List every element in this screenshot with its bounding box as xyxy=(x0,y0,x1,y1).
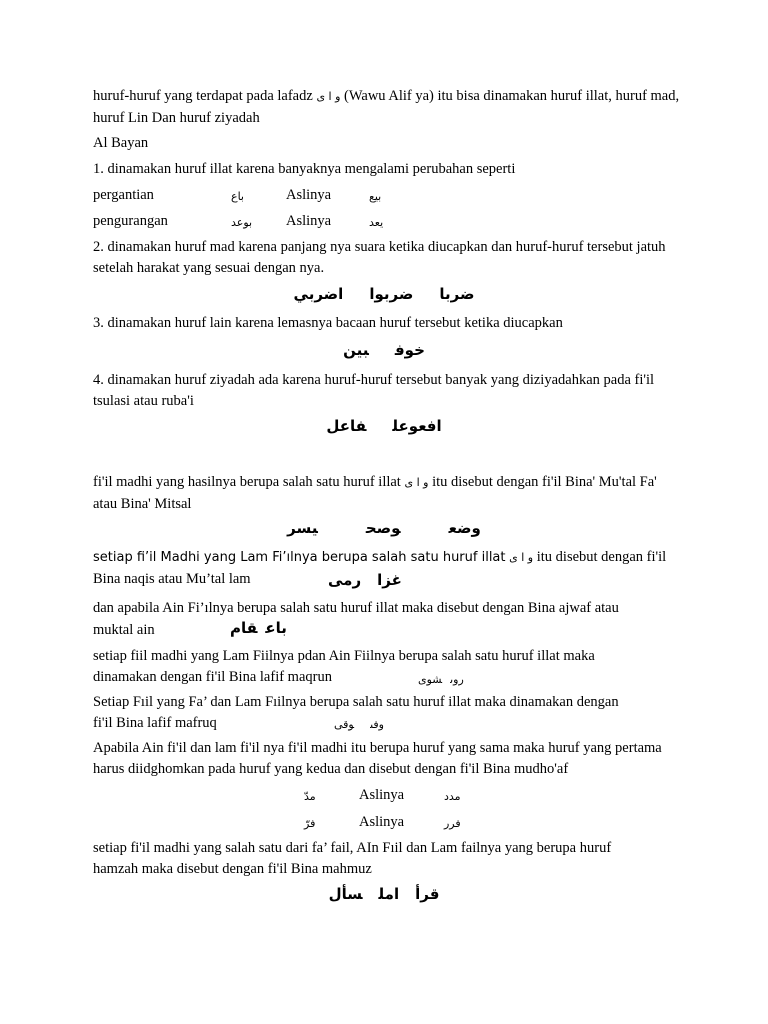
point-2-text: 2. dinamakan huruf mad karena panjang nya suara ketika diucapkan dan huruf-huruf tersebut jatuh setelah harakat yang sesuai dengan nya. xyxy=(93,239,666,276)
mitsal-examples xyxy=(0,518,768,539)
mitsal-text-before: fi'il madhi yang hasilnya berupa salah satu huruf illat xyxy=(93,474,401,490)
pengurangan-aslinya: Aslinya xyxy=(286,213,332,229)
example-word: امل xyxy=(378,885,400,903)
mudhoaf-row-2-word: فرّ xyxy=(304,817,316,830)
mafruq-line-2: fi'il Bina lafif mafruq xyxy=(93,715,217,731)
example-word: رمى xyxy=(328,571,362,589)
mitsal-paragraph xyxy=(93,472,683,514)
point-2-examples xyxy=(0,284,768,305)
mahmuz-line-2: hamzah maka disebut dengan fi'il Bina mahmuz xyxy=(93,861,372,877)
example-word: باع xyxy=(265,619,287,637)
pergantian-arabic-word: باع xyxy=(231,190,244,203)
point-1-text: 1. dinamakan huruf illat karena banyaknya mengalami perubahan seperti xyxy=(93,161,516,177)
mudhoaf-row-1-word: مدّ xyxy=(304,790,316,803)
mudhoaf-row-2-origin: فرر xyxy=(444,817,461,830)
pergantian-origin-word: بيع xyxy=(369,190,382,203)
point-3-text: 3. dinamakan huruf lain karena lemasnya bacaan huruf tersebut ketika diucapkan xyxy=(93,315,563,331)
point-4-examples xyxy=(0,416,768,437)
intro-arabic-letters: و ا ى xyxy=(316,90,341,103)
mudhoaf-row-1-aslinya: Aslinya xyxy=(359,787,405,803)
example-word: ضربوا xyxy=(369,285,414,303)
example-word: افعوعل xyxy=(392,417,442,435)
naqis-text-after: itu disebut dengan fi'il Bina naqis atau Mu’tal lam xyxy=(93,549,667,587)
pengurangan-arabic-word: بوعد xyxy=(231,216,253,229)
section-heading-al-bayan: Al Bayan xyxy=(93,135,149,151)
intro-paragraph xyxy=(93,86,683,128)
maqrun-examples xyxy=(414,670,468,691)
example-word: ضربا xyxy=(439,285,475,303)
example-word: فاعل xyxy=(326,417,367,435)
ajwaf-line-2: muktal ain xyxy=(93,622,155,638)
mahmuz-line-1: setiap fi'il madhi yang salah satu dari fa’ fail, AIn Fıil dan Lam failnya yang berupa huruf xyxy=(93,840,612,856)
example-word: روى xyxy=(450,673,464,686)
example-word: وصح xyxy=(365,519,401,537)
intro-text-after: (Wawu Alif ya) itu bisa dinamakan huruf illat, huruf mad, huruf Lin Dan huruf ziyadah xyxy=(93,88,680,126)
example-word: شوى xyxy=(418,673,443,686)
ajwaf-line-1: dan apabila Ain Fi’ılnya berupa salah satu huruf illat maka disebut dengan Bina ajwaf atau xyxy=(93,600,619,616)
intro-text-before: huruf-huruf yang terdapat pada lafadz xyxy=(93,88,313,104)
mahmuz-paragraph xyxy=(93,838,683,859)
mitsal-text-after: itu disebut dengan fi'il Bina' Mu'tal Fa' atau Bina' Mitsal xyxy=(93,474,657,512)
example-word: خوف xyxy=(394,341,425,359)
pengurangan-label: pengurangan xyxy=(93,213,168,229)
mudhoaf-row-1-origin: مدد xyxy=(444,790,461,803)
example-word: يسر xyxy=(287,519,318,537)
example-word: قام xyxy=(230,619,258,637)
mahmuz-examples xyxy=(0,884,768,905)
ajwaf-paragraph xyxy=(93,598,683,619)
example-word: بين xyxy=(343,341,369,359)
naqis-examples xyxy=(320,570,410,591)
point-3-examples xyxy=(0,340,768,361)
maqrun-paragraph xyxy=(93,646,683,667)
example-word: غزا xyxy=(377,571,402,589)
example-word: وضع xyxy=(448,519,481,537)
point-4-text: 4. dinamakan huruf ziyadah ada karena huruf-huruf tersebut banyak yang diziyadahkan pada fi'il tsulasi atau ruba'i xyxy=(93,372,655,409)
pergantian-aslinya: Aslinya xyxy=(286,187,332,203)
ajwaf-examples xyxy=(226,618,291,639)
example-word: وفى xyxy=(370,718,384,731)
pengurangan-origin-word: يعد xyxy=(369,216,384,229)
mafruq-examples xyxy=(326,715,392,736)
mudhoaf-row-2-aslinya: Aslinya xyxy=(359,814,405,830)
naqis-arabic-letters: و ا ى xyxy=(509,551,534,564)
maqrun-line-1: setiap fiil madhi yang Lam Fiilnya pdan Ain Fiilnya berupa salah satu huruf illat maka xyxy=(93,648,595,664)
mitsal-arabic-letters: و ا ى xyxy=(404,476,429,489)
example-word: وقى xyxy=(334,718,355,731)
naqis-text-before: setiap fi’il Madhi yang Lam Fi’ılnya berupa salah satu huruf illat xyxy=(93,550,506,565)
example-word: سأل xyxy=(328,885,363,903)
example-word: اضربي xyxy=(293,285,344,303)
mafruq-line-1: Setiap Fıil yang Fa’ dan Lam Fıilnya berupa salah satu huruf illat maka dinamakan dengan xyxy=(93,694,619,710)
example-word: قرأ xyxy=(415,885,440,903)
pergantian-label: pergantian xyxy=(93,187,154,203)
mafruq-paragraph xyxy=(93,692,683,713)
maqrun-line-2: dinamakan dengan fi'il Bina lafif maqrun xyxy=(93,669,332,685)
mudhoaf-paragraph: Apabila Ain fi'il dan lam fi'il nya fi'il madhi itu berupa huruf yang sama maka huruf yang pertama harus diidghomkan pada huruf yang kedua dan disebut dengan fi'il Bina mudho'af xyxy=(93,740,662,777)
